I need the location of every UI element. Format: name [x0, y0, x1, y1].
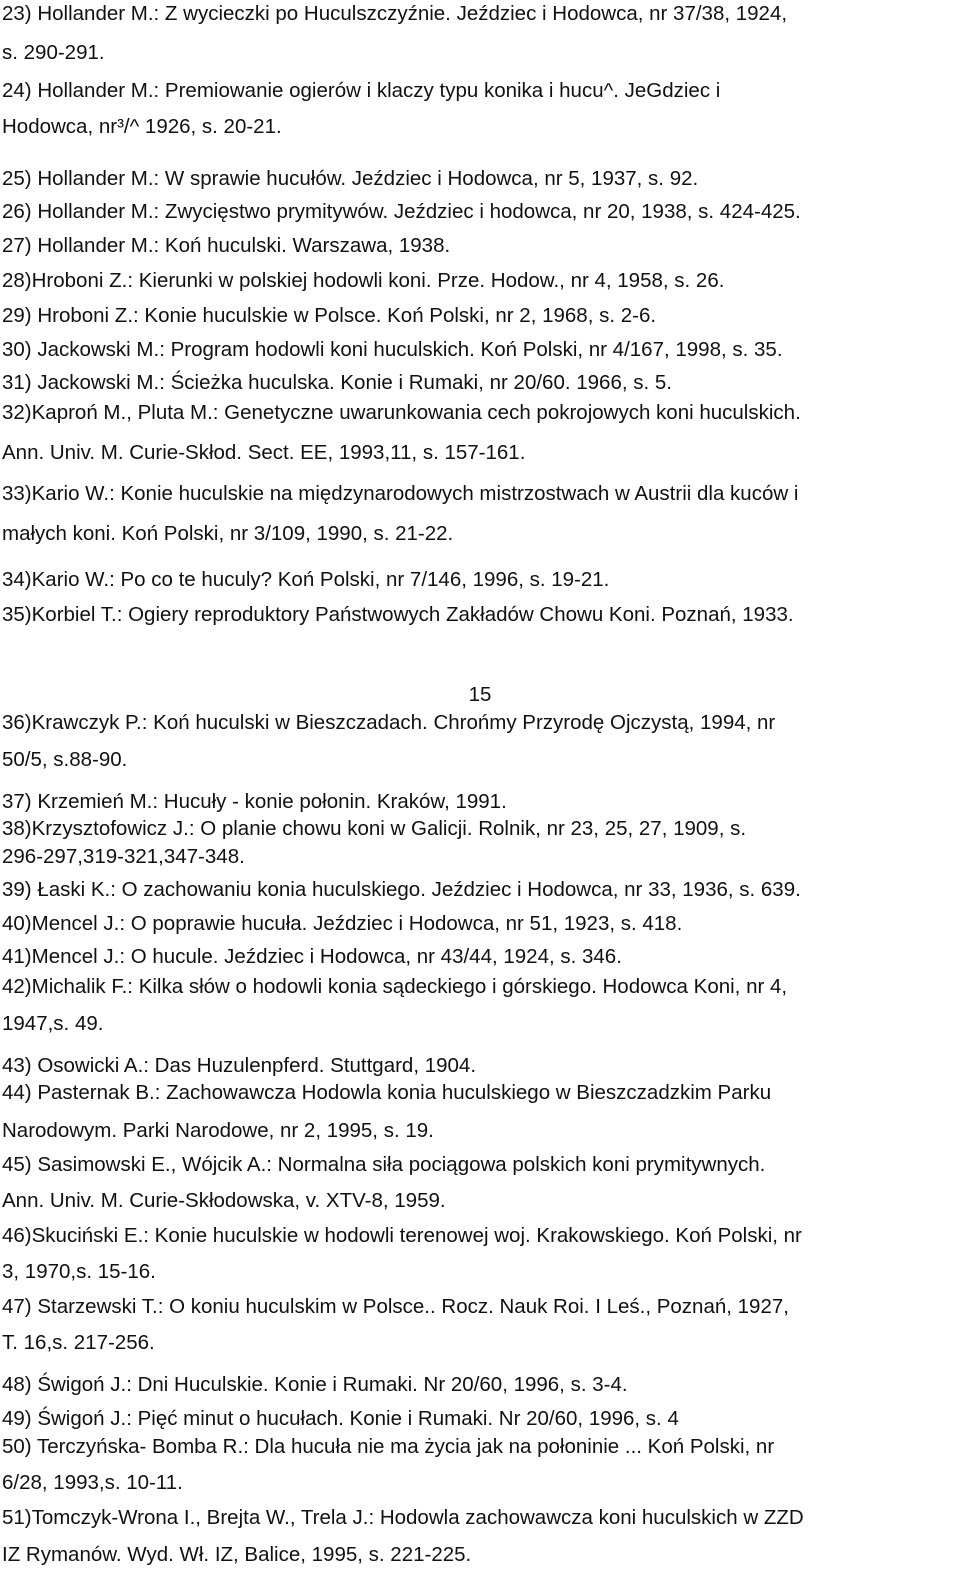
bibliography-line: Narodowym. Parki Narodowe, nr 2, 1995, s. 19. — [2, 1119, 434, 1142]
bibliography-line: 37) Krzemień M.: Hucuły - konie połonin. Kraków, 1991. — [2, 790, 507, 813]
bibliography-line: 35)Korbiel T.: Ogiery reproduktory Państwowych Zakładów Chowu Koni. Poznań, 1933. — [2, 603, 794, 626]
bibliography-line: 45) Sasimowski E., Wójcik A.: Normalna siła pociągowa polskich koni prymitywnych. — [2, 1153, 766, 1176]
bibliography-line: 33)Kario W.: Konie huculskie na międzynarodowych mistrzostwach w Austrii dla kuców i — [2, 482, 799, 505]
bibliography-line: 49) Świgoń J.: Pięć minut o hucułach. Konie i Rumaki. Nr 20/60, 1996, s. 4 — [2, 1407, 679, 1430]
bibliography-line: 28)Hroboni Z.: Kierunki w polskiej hodowli koni. Prze. Hodow., nr 4, 1958, s. 26. — [2, 269, 725, 292]
bibliography-line: 32)Kaproń M., Pluta M.: Genetyczne uwarunkowania cech pokrojowych koni huculskich. — [2, 401, 801, 424]
bibliography-line: 42)Michalik F.: Kilka słów o hodowli konia sądeckiego i górskiego. Hodowca Koni, nr 4, — [2, 975, 788, 998]
bibliography-line: 30) Jackowski M.: Program hodowli koni huculskich. Koń Polski, nr 4/167, 1998, s. 35. — [2, 338, 783, 361]
bibliography-line: 3, 1970,s. 15-16. — [2, 1260, 156, 1283]
bibliography-line: 34)Kario W.: Po co te huculy? Koń Polski, nr 7/146, 1996, s. 19-21. — [2, 568, 610, 591]
bibliography-line: 50/5, s.88-90. — [2, 748, 128, 771]
bibliography-line: 47) Starzewski T.: O koniu huculskim w Polsce.. Rocz. Nauk Roi. I Leś., Poznań, 1927, — [2, 1295, 789, 1318]
bibliography-line: IZ Rymanów. Wyd. Wł. IZ, Balice, 1995, s. 221-225. — [2, 1543, 472, 1566]
bibliography-line: 25) Hollander M.: W sprawie hucułów. Jeździec i Hodowca, nr 5, 1937, s. 92. — [2, 167, 699, 190]
bibliography-line: s. 290-291. — [2, 41, 105, 64]
bibliography-line: Hodowca, nr³/^ 1926, s. 20-21. — [2, 115, 282, 138]
page-number: 15 — [468, 683, 492, 706]
bibliography-line: 43) Osowicki A.: Das Huzulenpferd. Stuttgard, 1904. — [2, 1054, 477, 1077]
bibliography-line: 41)Mencel J.: O hucule. Jeździec i Hodowca, nr 43/44, 1924, s. 346. — [2, 945, 622, 968]
bibliography-line: 29) Hroboni Z.: Konie huculskie w Polsce. Koń Polski, nr 2, 1968, s. 2-6. — [2, 304, 657, 327]
bibliography-line: 39) Łaski K.: O zachowaniu konia huculskiego. Jeździec i Hodowca, nr 33, 1936, s. 639. — [2, 878, 801, 901]
bibliography-line: 44) Pasternak B.: Zachowawcza Hodowla konia huculskiego w Bieszczadzkim Parku — [2, 1081, 772, 1104]
bibliography-line: 27) Hollander M.: Koń huculski. Warszawa, 1938. — [2, 234, 451, 257]
bibliography-line: 31) Jackowski M.: Ścieżka huculska. Konie i Rumaki, nr 20/60. 1966, s. 5. — [2, 371, 672, 394]
bibliography-line: 1947,s. 49. — [2, 1012, 104, 1035]
bibliography-line: T. 16,s. 217-256. — [2, 1331, 155, 1354]
bibliography-line: 36)Krawczyk P.: Koń huculski w Bieszczadach. Chrońmy Przyrodę Ojczystą, 1994, nr — [2, 711, 776, 734]
bibliography-line: 40)Mencel J.: O poprawie hucuła. Jeździec i Hodowca, nr 51, 1923, s. 418. — [2, 912, 683, 935]
bibliography-line: 46)Skuciński E.: Konie huculskie w hodowli terenowej woj. Krakowskiego. Koń Polski, nr — [2, 1224, 802, 1247]
bibliography-line: 38)Krzysztofowicz J.: O planie chowu koni w Galicji. Rolnik, nr 23, 25, 27, 1909, s. — [2, 817, 747, 840]
bibliography-line: małych koni. Koń Polski, nr 3/109, 1990, s. 21-22. — [2, 522, 454, 545]
bibliography-line: 23) Hollander M.: Z wycieczki po Huculszczyźnie. Jeździec i Hodowca, nr 37/38, 1924, — [2, 2, 788, 25]
bibliography-line: Ann. Univ. M. Curie-Skłodowska, v. XTV-8, 1959. — [2, 1189, 446, 1212]
bibliography-line: 6/28, 1993,s. 10-11. — [2, 1471, 183, 1494]
bibliography-line: 50) Terczyńska- Bomba R.: Dla hucuła nie ma życia jak na połoninie ... Koń Polski, nr — [2, 1435, 775, 1458]
bibliography-line: 296-297,319-321,347-348. — [2, 845, 245, 868]
bibliography-line: Ann. Univ. M. Curie-Skłod. Sect. EE, 1993,11, s. 157-161. — [2, 441, 526, 464]
bibliography-line: 51)Tomczyk-Wrona I., Brejta W., Trela J.: Hodowla zachowawcza koni huculskich w ZZD — [2, 1506, 804, 1529]
bibliography-line: 48) Świgoń J.: Dni Huculskie. Konie i Rumaki. Nr 20/60, 1996, s. 3-4. — [2, 1373, 628, 1396]
bibliography-line: 24) Hollander M.: Premiowanie ogierów i klaczy typu konika i hucu^. JeGdziec i — [2, 79, 721, 102]
bibliography-line: 26) Hollander M.: Zwycięstwo prymitywów. Jeździec i hodowca, nr 20, 1938, s. 424-425. — [2, 200, 801, 223]
